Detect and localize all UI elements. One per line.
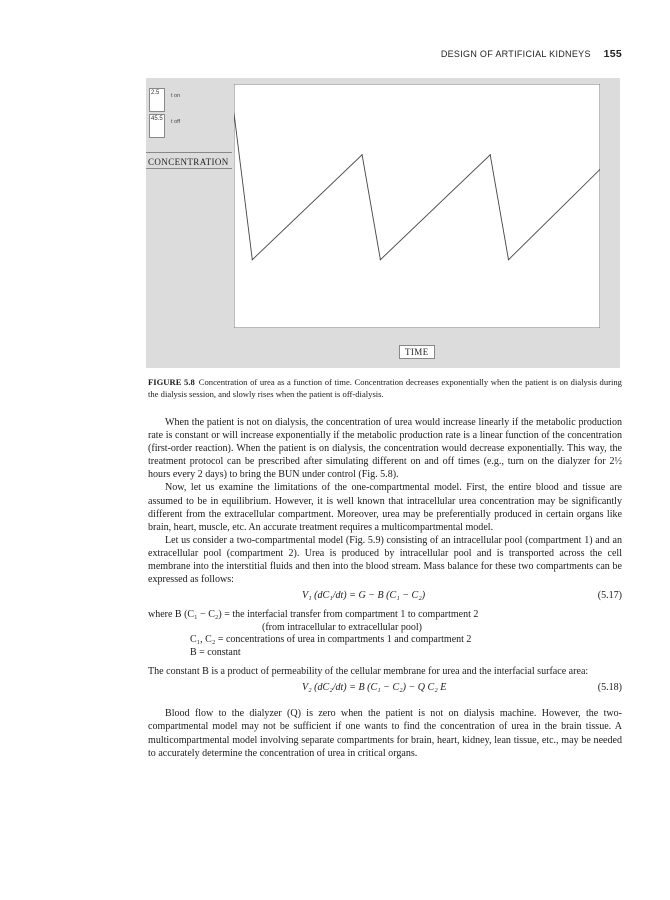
page-number: 155 (603, 48, 622, 60)
definition-4: B = constant (190, 646, 241, 658)
data-point-4 (490, 154, 491, 155)
body-text (148, 416, 622, 760)
paragraph-1: When the patient is not on dialysis, the concentration of urea would increase linearly if the metabolic production rate is constant or will increase exponentially if the metabolic production rate is a linear function of the concentration (first-order reaction). When the patient is on dialysis, the concentration would decrease exponentially. This way, the treatment protocol can be prescribed after simulating different on and off times (e.g., turn on the dialyzer for 2½ hours every 2 days) to bring the BUN under control (Fig. 5.8). (148, 417, 622, 481)
definition-3: C₁, C₂ = concentrations of urea in compartments 1 and compartment 2 (190, 634, 472, 646)
ton-label: t on (171, 93, 181, 99)
paragraph-5: Blood flow to the dialyzer (Q) is zero when the patient is not on dialysis machine. However, the two-compartmental model may not be sufficient if one wants to find the concentration of urea in the brain tissue. A multicompartmental model involving separate compartments for brain, heart, kidney, lean tissue, etc., may be needed to accurately determine the concentration of urea in critical organs. (148, 708, 622, 759)
ton-input[interactable]: 2.5 (149, 88, 165, 112)
definition-2: (from intracellular to extracellular pool) (262, 621, 422, 633)
equation-expression: V₁ (dC₁/dt) = G − B (C₁ − C₂) (302, 590, 426, 602)
equation-number: (5.17) (597, 590, 622, 602)
x-axis-label: TIME (399, 345, 435, 359)
toff-field (149, 114, 180, 138)
definitions (148, 609, 622, 659)
running-title: DESIGN OF ARTIFICIAL KIDNEYS (440, 49, 591, 59)
data-point-2 (362, 154, 363, 155)
y-axis-label: CONCENTRATION (148, 157, 229, 167)
equation-5-18 (148, 681, 622, 697)
figure-caption (148, 376, 622, 400)
data-point-1 (252, 259, 253, 260)
definition-1: where B (C₁ − C₂) = the interfacial transfer from compartment 1 to compartment 2 (148, 609, 479, 621)
caption-text: Concentration of urea as a function of time. Concentration decreases exponentially when the patient is on dialysis during the dialysis session, and slowly rises when the patient is off-dialysis. (148, 377, 622, 399)
ton-field (149, 88, 180, 112)
y-label-rule-top (146, 152, 232, 153)
data-point-5 (508, 259, 509, 260)
equation-expression: V₂ (dC₂/dt) = B (C₁ − C₂) − Q C₂ E (302, 682, 447, 694)
equation-5-17 (148, 589, 622, 605)
paragraph-4: The constant B is a product of permeability of the cellular membrane for urea and the interfacial surface area: (148, 666, 589, 678)
equation-number: (5.18) (597, 682, 622, 694)
toff-input[interactable]: 45.5 (149, 114, 165, 138)
data-point-3 (380, 259, 381, 260)
paragraph-2: Now, let us examine the limitations of the one-compartmental model. First, the entire blood and tissue are assumed to be in equilibrium. However, it is well known that intracellular urea concentration may be significantly different from the extracellular compartment. Moreover, urea may be preferentially produced in certain organs like brain, heart, muscle, etc. An accurate treatment requires a multicompartmental model. (148, 482, 622, 533)
figure-panel (146, 78, 620, 368)
running-head (441, 48, 622, 60)
caption-label: FIGURE 5.8 (148, 377, 195, 387)
toff-label: t off (171, 119, 181, 125)
plot-area (234, 84, 600, 328)
paragraph-3: Let us consider a two-compartmental model (Fig. 5.9) consisting of an intracellular pool (compartment 1) and an extracellular pool (compartment 2). Urea is produced by intracellular pool and is transported across the cell membrane into the interstitial fluids and then into the blood stream. Mass balance for these two compartments can be expressed as follows: (148, 534, 622, 586)
plot-frame (234, 84, 600, 328)
y-label-rule-bottom (146, 168, 232, 169)
